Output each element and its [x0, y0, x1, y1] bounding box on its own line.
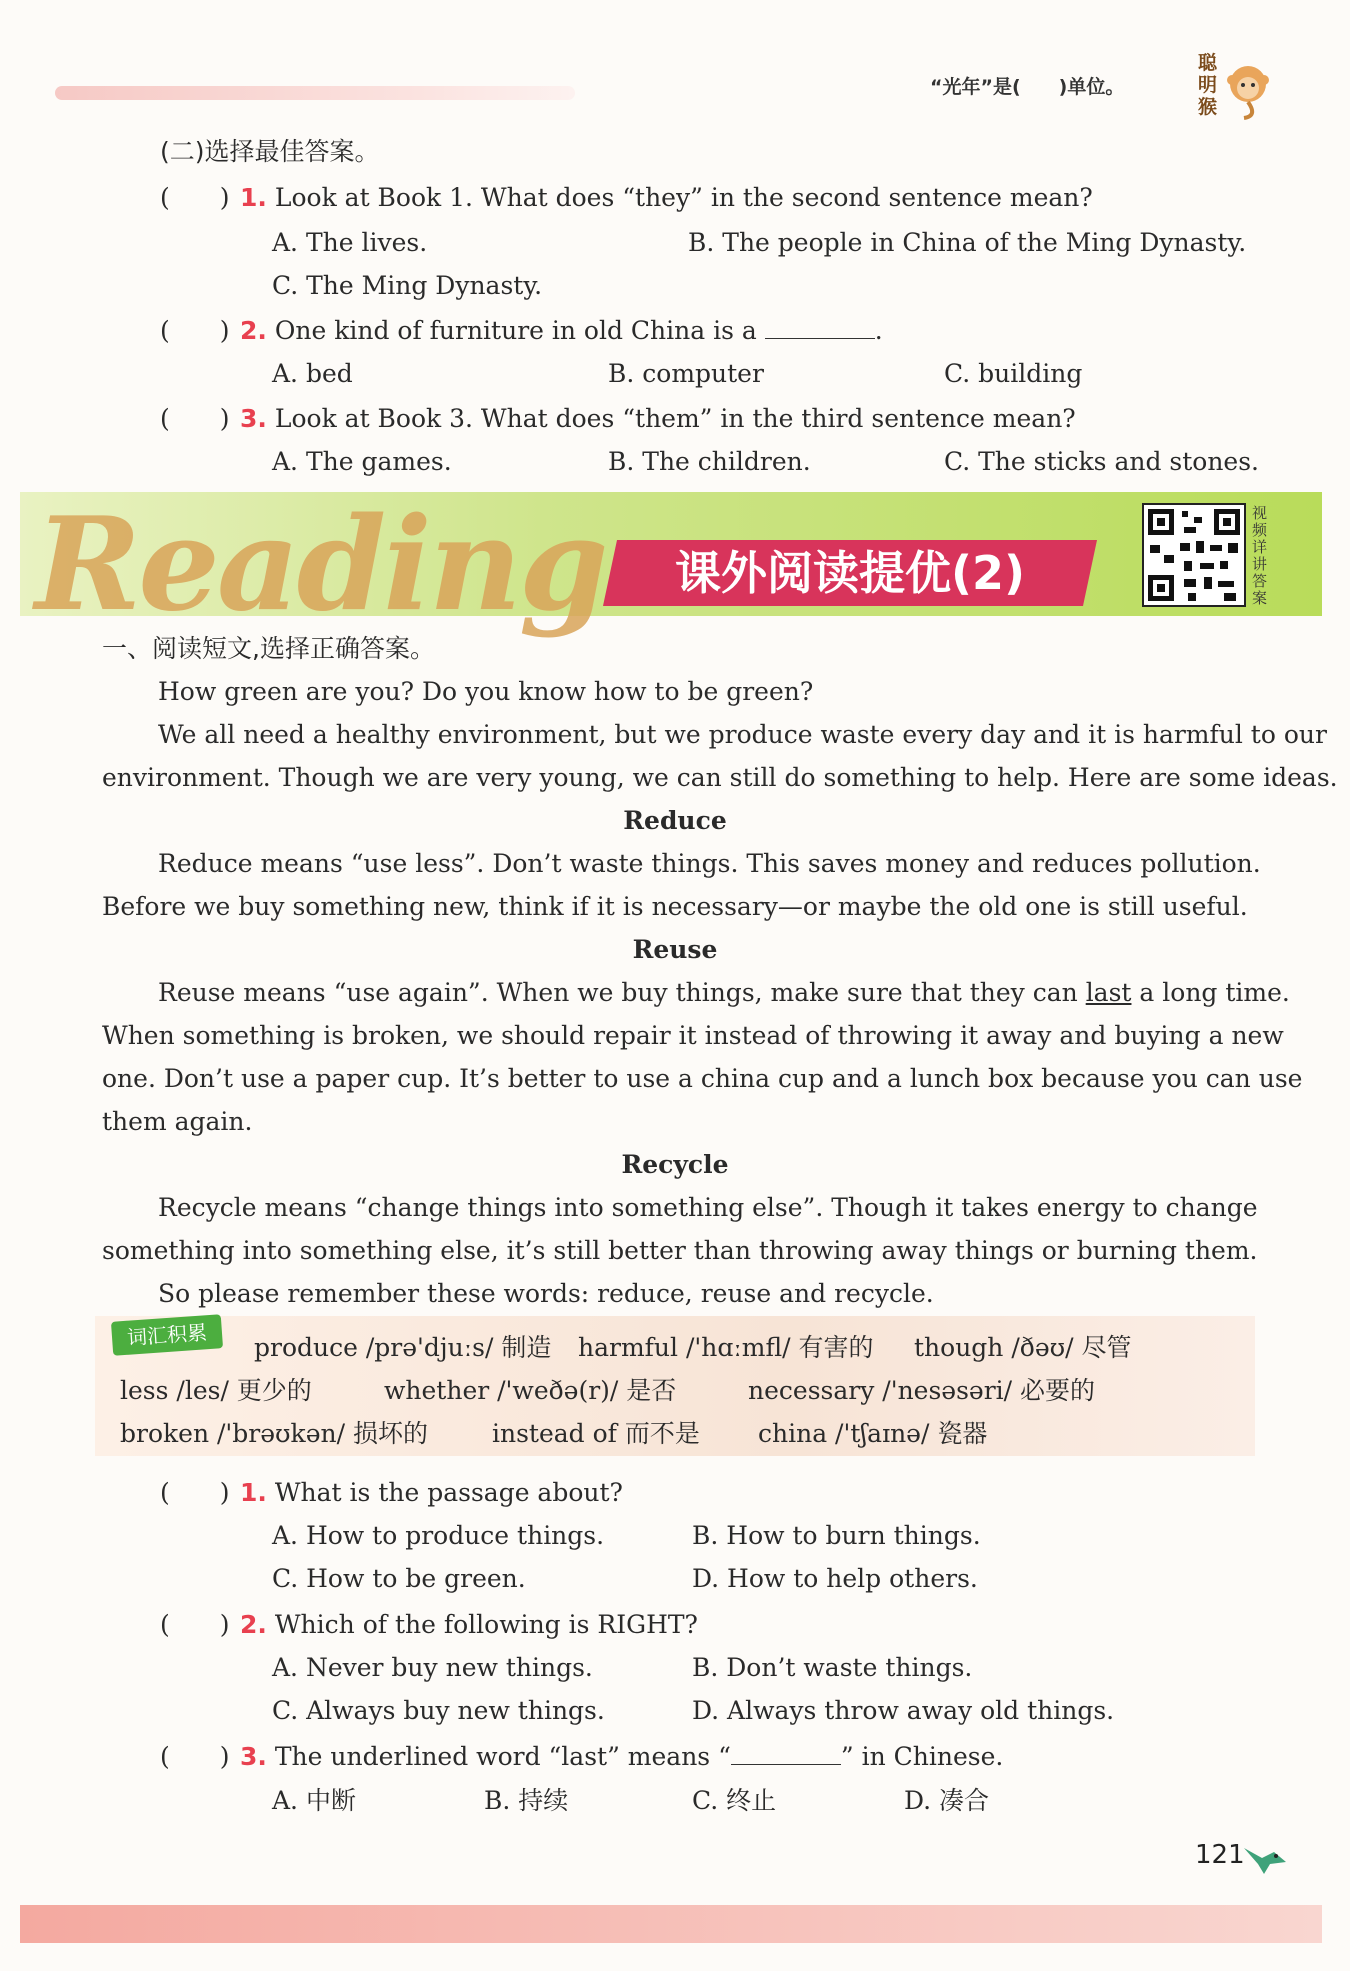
passage-closing: So please remember these words: reduce, reuse and recycle.	[158, 1279, 934, 1308]
vocab-item: less /les/ 更少的	[120, 1376, 312, 1405]
passage-p1-line1: We all need a healthy environment, but we produce waste every day and it is harmful to our	[158, 720, 1327, 749]
part2-title: (二)选择最佳答案。	[160, 137, 380, 166]
question-text: One kind of furniture in old China is a	[274, 316, 757, 345]
question-text: Look at Book 3. What does “them” in the third sentence mean?	[274, 404, 1076, 433]
question-number: 3.	[240, 404, 267, 433]
answer-paren[interactable]: ( )	[160, 316, 230, 345]
vocab-item: instead of 而不是	[492, 1419, 700, 1448]
fill-blank[interactable]	[731, 1742, 841, 1765]
qr-label: 视频详讲答案	[1252, 504, 1268, 607]
question-text: What is the passage about?	[274, 1478, 623, 1507]
question-number: 2.	[240, 316, 267, 345]
recycle-line1: Recycle means “change things into something else”. Though it takes energy to change	[158, 1193, 1258, 1222]
fill-blank[interactable]	[765, 316, 875, 339]
answer-paren[interactable]: ( )	[160, 1742, 230, 1771]
option-c[interactable]: C. The sticks and stones.	[944, 447, 1260, 476]
qr-code-icon[interactable]	[1142, 503, 1246, 607]
option-d[interactable]: D. 凑合	[904, 1786, 990, 1815]
question-tail: .	[874, 316, 883, 345]
reduce-line1: Reduce means “use less”. Don’t waste things. This saves money and reduces pollution.	[158, 849, 1261, 878]
header-stripe	[55, 86, 575, 100]
reuse-line4: them again.	[102, 1107, 253, 1136]
question-number: 1.	[240, 183, 267, 212]
question-number: 2.	[240, 1610, 267, 1639]
question-text: Which of the following is RIGHT?	[274, 1610, 698, 1639]
option-a[interactable]: A. Never buy new things.	[272, 1653, 593, 1682]
vocab-item: broken /'brəʊkən/ 损坏的	[120, 1419, 428, 1448]
option-b[interactable]: B. How to burn things.	[692, 1521, 981, 1550]
option-b[interactable]: B. Don’t waste things.	[692, 1653, 973, 1682]
option-c[interactable]: C. How to be green.	[272, 1564, 526, 1593]
vocab-item: though /ðəʊ/ 尽管	[914, 1333, 1132, 1362]
reduce-line2: Before we buy something new, think if it is necessary—or maybe the old one is still useful.	[102, 892, 1248, 921]
question-tail: ” in Chinese.	[840, 1742, 1004, 1771]
reuse-line3: one. Don’t use a paper cup. It’s better to use a china cup and a lunch box because you can use	[102, 1064, 1303, 1093]
question-text: The underlined word “last” means “	[274, 1742, 731, 1771]
banner-reading-word: Reading	[35, 490, 606, 640]
mascot-label: 聪明猴	[1198, 52, 1218, 118]
recycle-line2: something into something else, it’s still better than throwing away things or burning them.	[102, 1236, 1258, 1265]
vocab-tag: 词汇积累	[111, 1314, 223, 1356]
option-b[interactable]: B. The children.	[608, 447, 811, 476]
option-d[interactable]: D. Always throw away old things.	[692, 1696, 1115, 1725]
part2-q1	[160, 183, 1093, 213]
reading-q3	[160, 1742, 1003, 1772]
vocab-item: china /'tʃaɪnə/ 瓷器	[758, 1419, 988, 1448]
option-c[interactable]: C. The Ming Dynasty.	[272, 271, 543, 300]
passage-intro: How green are you? Do you know how to be green?	[158, 677, 814, 706]
reuse-line1: Reuse means “use again”. When we buy things, make sure that they can last a long time.	[158, 978, 1290, 1007]
option-d[interactable]: D. How to help others.	[692, 1564, 978, 1593]
reading-instruction: 一、阅读短文,选择正确答案。	[102, 634, 435, 663]
heading-reduce: Reduce	[623, 806, 727, 835]
option-a[interactable]: A. How to produce things.	[272, 1521, 605, 1550]
header-hint: “光年”是( )单位。	[930, 76, 1125, 98]
vocab-item: necessary /'nesəsəri/ 必要的	[748, 1376, 1096, 1405]
option-a[interactable]: A. The games.	[272, 447, 452, 476]
vocab-item: harmful /'hɑːmfl/ 有害的	[578, 1333, 874, 1362]
option-a[interactable]: A. The lives.	[272, 228, 428, 257]
passage-p1-line2: environment. Though we are very young, we can still do something to help. Here are some ideas.	[102, 763, 1338, 792]
answer-paren[interactable]: ( )	[160, 1478, 230, 1507]
question-number: 3.	[240, 1742, 267, 1771]
underlined-word-last: last	[1085, 978, 1132, 1007]
reading-q1	[160, 1478, 623, 1508]
answer-paren[interactable]: ( )	[160, 1610, 230, 1639]
option-c[interactable]: C. Always buy new things.	[272, 1696, 605, 1725]
reading-q2	[160, 1610, 698, 1640]
option-b[interactable]: B. computer	[608, 359, 764, 388]
option-a[interactable]: A. 中断	[272, 1786, 356, 1815]
footer-band	[20, 1905, 1322, 1943]
part2-q2	[160, 316, 883, 346]
heading-reuse: Reuse	[632, 935, 718, 964]
vocab-item: produce /prə'djuːs/ 制造	[254, 1333, 552, 1362]
option-c[interactable]: C. 终止	[692, 1786, 777, 1815]
bird-decoration-icon	[1240, 1838, 1290, 1878]
option-c[interactable]: C. building	[944, 359, 1083, 388]
reuse-line2: When something is broken, we should repair it instead of throwing it away and buying a new	[102, 1021, 1284, 1050]
heading-recycle: Recycle	[621, 1150, 729, 1179]
option-a[interactable]: A. bed	[272, 359, 353, 388]
vocab-item: whether /'weðə(r)/ 是否	[384, 1376, 677, 1405]
question-number: 1.	[240, 1478, 267, 1507]
part2-q3	[160, 404, 1076, 434]
answer-paren[interactable]: ( )	[160, 404, 230, 433]
question-text: Look at Book 1. What does “they” in the second sentence mean?	[274, 183, 1093, 212]
option-b[interactable]: B. The people in China of the Ming Dynasty.	[688, 228, 1247, 257]
option-b[interactable]: B. 持续	[484, 1786, 569, 1815]
answer-paren[interactable]: ( )	[160, 183, 230, 212]
page-number: 121	[1195, 1840, 1245, 1870]
banner-title: 课外阅读提优(2)	[603, 540, 1097, 606]
